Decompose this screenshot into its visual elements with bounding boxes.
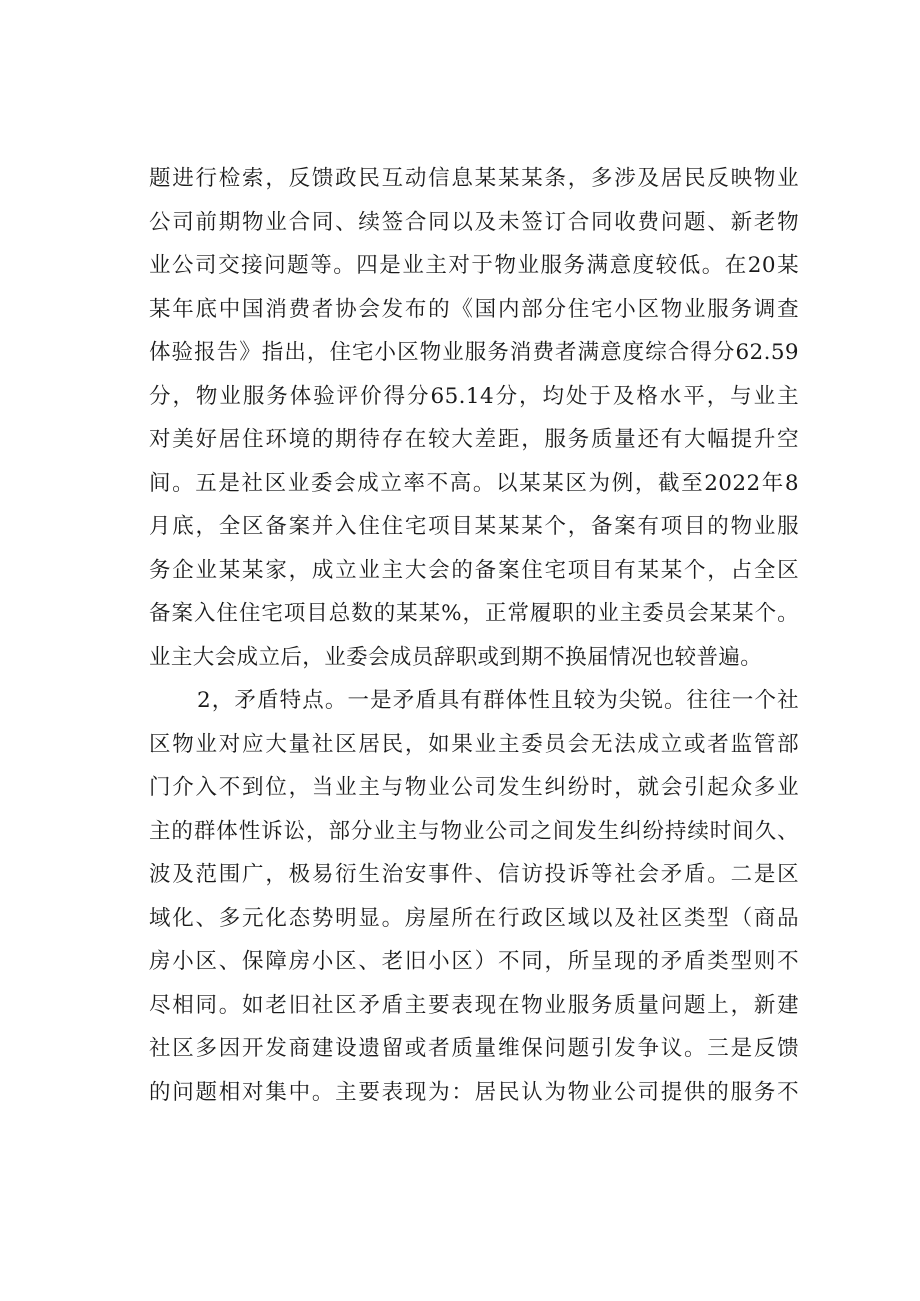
document-body — [149, 157, 799, 1114]
text-line: 务企业某某家，成立业主大会的备案住宅项目有某某个，占全区 — [149, 557, 799, 583]
text-line: 区物业对应大量社区居民，如果业主委员会无法成立或者监管部 — [149, 731, 799, 757]
text-line: 业主大会成立后，业委会成员辞职或到期不换届情况也较普遍。 — [149, 644, 763, 670]
text-line: 波及范围广，极易衍生治安事件、信访投诉等社会矛盾。二是区 — [149, 862, 799, 887]
text-line: 社区多因开发商建设遗留或者质量维保问题引发争议。三是反馈 — [149, 1036, 799, 1061]
text-line: 公司前期物业合同、续签合同以及未签订合同收费问题、新老物 — [149, 209, 799, 235]
section-heading-line: 2，矛盾特点。一是矛盾具有群体性且较为尖锐。往往一个社 — [197, 688, 799, 713]
text-line: 主的群体性诉讼，部分业主与物业公司之间发生纠纷持续时间久、 — [149, 818, 799, 844]
text-line: 题进行检索，反馈政民互动信息某某某条，多涉及居民反映物业 — [149, 166, 799, 191]
text-line: 某年底中国消费者协会发布的《国内部分住宅小区物业服务调查 — [149, 296, 799, 322]
text-line: 的问题相对集中。主要表现为：居民认为物业公司提供的服务不 — [149, 1079, 799, 1105]
text-line: 业公司交接问题等。四是业主对于物业服务满意度较低。在20某 — [149, 253, 799, 278]
text-line: 分，物业服务体验评价得分65.14分，均处于及格水平，与业主 — [149, 383, 799, 409]
text-line: 月底，全区备案并入住住宅项目某某某个，备案有项目的物业服 — [149, 514, 799, 539]
text-line: 房小区、保障房小区、老旧小区）不同，所呈现的矛盾类型则不 — [149, 949, 799, 974]
text-line: 门介入不到位，当业主与物业公司发生纠纷时，就会引起众多业 — [149, 775, 799, 800]
paragraph-property-issues — [149, 157, 799, 679]
text-line: 对美好居住环境的期待存在较大差距，服务质量还有大幅提升空 — [149, 427, 799, 452]
text-line: 域化、多元化态势明显。房屋所在行政区域以及社区类型（商品 — [149, 905, 799, 931]
text-line: 间。五是社区业委会成立率不高。以某某区为例，截至2022年8 — [149, 470, 799, 496]
paragraph-conflict-characteristics — [149, 679, 799, 1114]
text-line: 体验报告》指出，住宅小区物业服务消费者满意度综合得分62.59 — [149, 340, 799, 365]
text-line: 尽相同。如老旧社区矛盾主要表现在物业服务质量问题上，新建 — [149, 992, 799, 1018]
text-line: 备案入住住宅项目总数的某某%，正常履职的业主委员会某某个。 — [149, 601, 799, 626]
